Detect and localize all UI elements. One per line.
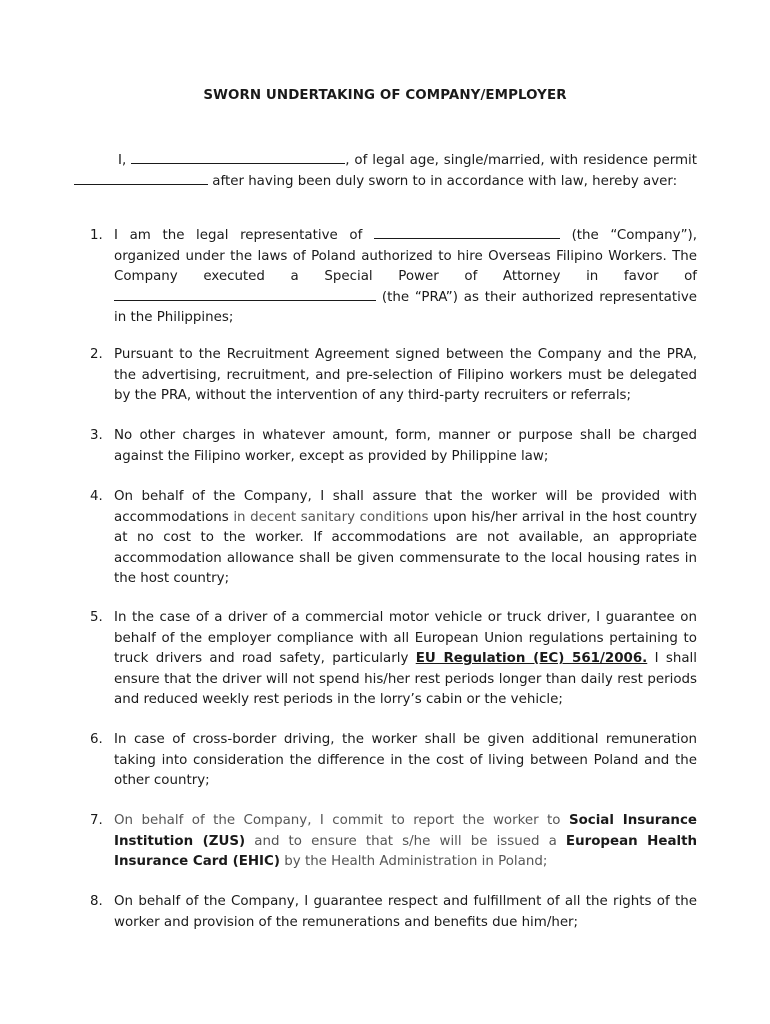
item-text: I shall ensure that the driver will not spend his/her rest periods longer than daily rest periods and reduced weekly rest periods in the lorry’s cabin or the vehicle; [114, 651, 697, 707]
name-blank [131, 151, 345, 164]
zus-text: Social Insurance Institution (ZUS) [114, 813, 697, 849]
item-number: 7. [90, 813, 103, 828]
pra-blank [114, 288, 376, 301]
item-text: No other charges in whatever amount, form, manner or purpose shall be charged against the Filipino worker, except as provided by Philippine law; [114, 428, 697, 464]
list-item [74, 345, 697, 407]
list-item [74, 487, 697, 590]
document-title: SWORN UNDERTAKING OF COMPANY/EMPLOYER [203, 88, 567, 103]
list-item [74, 730, 697, 792]
item-number: 8. [90, 894, 103, 909]
item-number: 6. [90, 732, 103, 747]
item-number: 2. [90, 347, 103, 362]
item-text: and to ensure that s/he will be issued a [254, 833, 557, 849]
item-text: (the “PRA”) as their authorized representative in the Philippines; [114, 289, 697, 325]
ehic-text: European Health Insurance Card (EHIC) [114, 833, 698, 869]
intro-text-2: , of legal age, single/married, with residence permit [345, 153, 697, 168]
company-blank [374, 226, 560, 239]
list-item [74, 892, 697, 933]
item-text-highlight: in decent sanitary conditions [233, 509, 429, 525]
permit-blank [74, 172, 208, 185]
item-number: 3. [90, 428, 103, 443]
item-text: upon his/her arrival in the host country at no cost to the worker. If accommodations are not available, an appropriate accommodation allowance shall be given commensurate to the local housing rates in the host country; [114, 509, 697, 586]
intro-text-3: after having been duly sworn to in accordance with law, hereby aver: [212, 173, 678, 189]
item-text: (the “Company”), organized under the laws of Poland authorized to hire Overseas Filipino Workers. The Company executed a Special Power of Attorney in favor of [114, 228, 697, 284]
item-text: On behalf of the Company, I shall assure that the worker will be provided with accommodations [114, 489, 697, 525]
item-text: In case of cross-border driving, the worker shall be given additional remuneration taking into consideration the difference in the cost of living between Poland and the other country; [114, 732, 697, 788]
eu-regulation-link: EU Regulation (EC) 561/2006. [415, 651, 648, 666]
item-number: 1. [90, 228, 103, 243]
list-item [74, 426, 697, 467]
item-text: On behalf of the Company, I guarantee respect and fulfillment of all the rights of the worker and provision of the remunerations and benefits due him/her; [114, 894, 697, 930]
intro-text-1: I, [118, 153, 127, 168]
item-text: by the Health Administration in Poland; [284, 854, 548, 869]
item-text: On behalf of the Company, I commit to report the worker to [114, 813, 561, 828]
list-item [74, 226, 697, 329]
item-text: I am the legal representative of [114, 228, 363, 243]
item-number: 4. [90, 489, 103, 504]
item-text: In the case of a driver of a commercial motor vehicle or truck driver, I guarantee on behalf of the employer compliance with all European Union regulations pertaining to truck drivers and road safety, particularly [114, 610, 697, 666]
intro-paragraph [74, 151, 697, 192]
item-text: Pursuant to the Recruitment Agreement signed between the Company and the PRA, the advertising, recruitment, and pre-selection of Filipino workers must be delegated by the PRA, without the intervention of any third-party recruiters or referrals; [114, 347, 697, 403]
item-number: 5. [90, 610, 103, 625]
list-item [74, 608, 697, 711]
list-item [74, 811, 697, 873]
